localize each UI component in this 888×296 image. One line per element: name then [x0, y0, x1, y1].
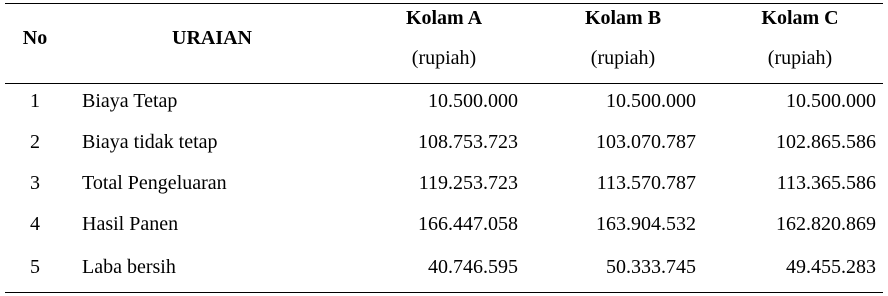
table-header-rule — [5, 83, 883, 84]
header-description: URAIAN — [172, 27, 252, 49]
header-no: No — [22, 27, 48, 49]
row-number: 4 — [30, 213, 40, 235]
row-value-kolam-a: 119.253.723 — [418, 172, 518, 194]
header-kolam-b-unit: (rupiah) — [590, 47, 656, 69]
table-top-rule — [5, 3, 883, 4]
row-number: 1 — [30, 90, 40, 112]
row-value-kolam-a: 166.447.058 — [418, 213, 518, 235]
row-description: Total Pengeluaran — [82, 172, 227, 194]
header-kolam-a: Kolam A — [405, 7, 483, 29]
row-value-kolam-b: 10.500.000 — [606, 90, 696, 112]
header-kolam-a-unit: (rupiah) — [411, 47, 477, 69]
row-value-kolam-b: 113.570.787 — [596, 172, 696, 194]
row-value-kolam-a: 10.500.000 — [428, 90, 518, 112]
row-value-kolam-b: 163.904.532 — [596, 213, 696, 235]
row-description: Laba bersih — [82, 256, 176, 278]
row-value-kolam-c: 113.365.586 — [776, 172, 876, 194]
header-kolam-c-unit: (rupiah) — [767, 47, 833, 69]
row-description: Biaya tidak tetap — [82, 131, 218, 153]
row-value-kolam-b: 50.333.745 — [606, 256, 696, 278]
row-description: Hasil Panen — [82, 213, 179, 235]
row-value-kolam-c: 162.820.869 — [776, 213, 876, 235]
header-kolam-b: Kolam B — [584, 7, 662, 29]
row-number: 3 — [30, 172, 40, 194]
row-value-kolam-c: 10.500.000 — [786, 90, 876, 112]
row-value-kolam-a: 40.746.595 — [428, 256, 518, 278]
row-value-kolam-a: 108.753.723 — [418, 131, 518, 153]
row-value-kolam-c: 102.865.586 — [776, 131, 876, 153]
row-value-kolam-b: 103.070.787 — [596, 131, 696, 153]
row-number: 5 — [30, 256, 40, 278]
table-bottom-rule — [5, 292, 883, 293]
row-value-kolam-c: 49.455.283 — [786, 256, 876, 278]
row-description: Biaya Tetap — [82, 90, 178, 112]
row-number: 2 — [30, 131, 40, 153]
header-kolam-c: Kolam C — [761, 7, 839, 29]
